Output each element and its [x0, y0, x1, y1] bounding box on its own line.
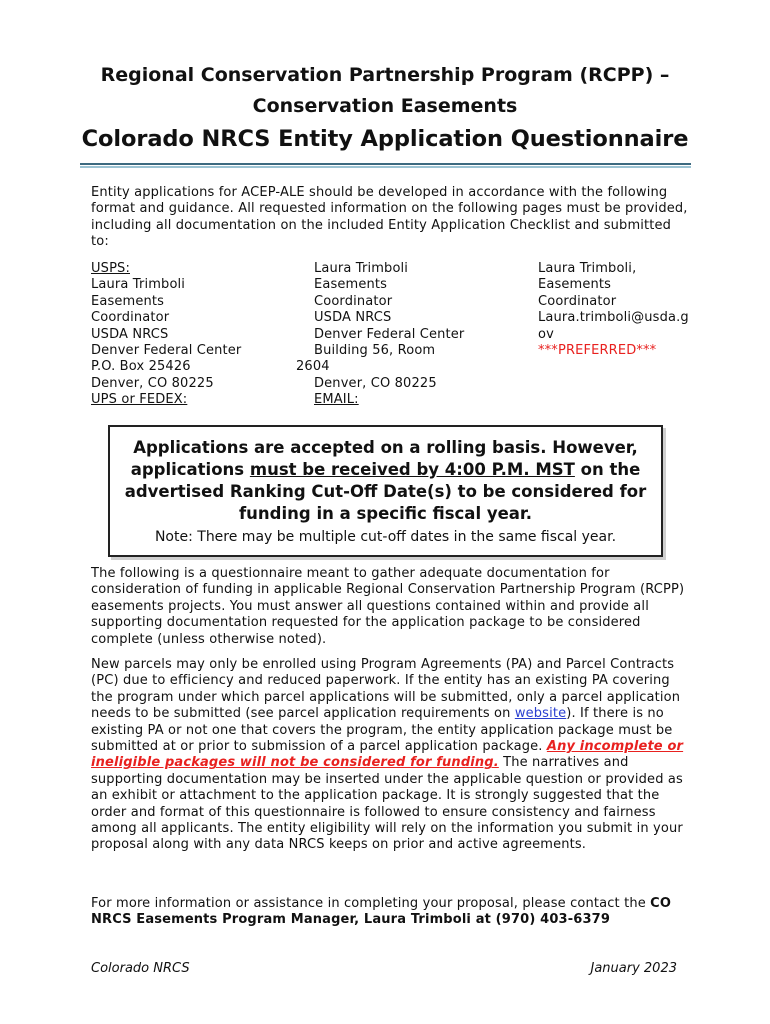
address-line: Coordinator: [91, 310, 170, 326]
contact-paragraph: [91, 896, 691, 929]
intro-paragraph: Entity applications for ACEP-ALE should be developed in accordance with the following format and guidance. All requested information on the following pages must be provided, including all documentation on the included Entity Application Checklist and submitted to:: [91, 185, 688, 250]
address-line: Easements: [538, 277, 612, 293]
document-subtitle: Colorado NRCS Entity Application Questionnaire: [81, 126, 689, 152]
address-line: Denver Federal Center: [314, 326, 465, 342]
title-line-1: Regional Conservation Partnership Program (RCPP) –: [100, 64, 670, 86]
notice-text-part: Applications are accepted on a rolling basis. However, applications: [130, 438, 638, 479]
enrollment-paragraph: [91, 657, 691, 854]
incomplete-warning: Any incomplete or ineligible packages will not be considered for funding.: [91, 739, 684, 771]
usps-address: [91, 261, 241, 409]
deadline-emphasis: must be received by 4:00 P.M. MST: [249, 460, 575, 479]
address-line: Building 56, Room: [314, 343, 436, 359]
document-title: [0, 60, 770, 122]
cutoff-note: Note: There may be multiple cut-off dates in the same fiscal year.: [154, 529, 617, 545]
email-address: [538, 261, 689, 359]
address-line: P.O. Box 25426: [91, 359, 191, 375]
address-line: Denver Federal Center: [91, 343, 242, 359]
title-rule: [80, 163, 691, 165]
website-link[interactable]: website: [514, 706, 567, 722]
paragraph-text: ). If there is no existing PA or not one that covers the program, the entity application package must be submitted at or prior to submission of a parcel application package.: [91, 706, 673, 755]
questionnaire-description: The following is a questionnaire meant to gather adequate documentation for consideration of funding in applicable Regional Conservation Partnership Program (RCPP) easements projects. You must answer all questions contained within and provide all supporting documentation requested for the application package to be considered complete (unless otherwise noted).: [91, 566, 685, 647]
footer-date: January 2023: [590, 961, 677, 976]
address-line: USDA NRCS: [91, 326, 169, 342]
email-value: Laura.trimboli@usda.g: [538, 310, 689, 326]
address-line: Coordinator: [538, 293, 617, 309]
address-line: Laura Trimboli,: [538, 261, 637, 276]
address-line: Laura Trimboli: [91, 277, 186, 293]
preferred-badge: ***PREFERRED***: [538, 343, 657, 359]
title-line-2: Conservation Easements: [252, 95, 518, 117]
address-line: 2604: [296, 359, 330, 375]
email-value-cont: ov: [538, 326, 554, 342]
address-line: Easements: [314, 277, 388, 293]
ups-address: [296, 261, 464, 409]
usps-label: USPS:: [91, 261, 130, 276]
address-line: Laura Trimboli: [314, 261, 409, 276]
ups-label: UPS or FEDEX:: [91, 392, 188, 408]
paragraph-text: New parcels may only be enrolled using Program Agreements (PA) and Parcel Contracts (PC) due to efficiency and reduced paperwork. If the entity has an existing PA covering the program under which parcel applications will be submitted, only a parcel application needs to be submitted (see parcel application requirements on: [91, 657, 681, 722]
deadline-notice-box: [108, 425, 663, 557]
email-label: EMAIL:: [314, 392, 359, 408]
address-line: Denver, CO 80225: [314, 375, 437, 391]
contact-text: For more information or assistance in completing your proposal, please contact the: [91, 896, 651, 911]
address-line: Easements: [91, 293, 165, 309]
paragraph-text: The narratives and supporting documentation may be inserted under the applicable question or provided as an exhibit or attachment to the application package. It is strongly suggested that the order and format of this questionnaire is followed to ensure consistency and fairness among all applicants. The entity eligibility will rely on the information you submit in your proposal along with any data NRCS keeps on prior and active agreements.: [91, 755, 683, 853]
address-line: Denver, CO 80225: [91, 375, 214, 391]
notice-text-part: on the advertised Ranking Cut-Off Date(s) to be considered for funding in a specific fiscal year.: [124, 460, 647, 523]
title-rule-accent: [80, 166, 691, 168]
deadline-notice-text: [110, 437, 661, 525]
footer-agency: Colorado NRCS: [91, 961, 190, 976]
address-line: USDA NRCS: [314, 310, 392, 326]
address-line: Coordinator: [314, 293, 393, 309]
contact-manager: CO NRCS Easements Program Manager, Laura Trimboli at (970) 403-6379: [91, 896, 672, 928]
